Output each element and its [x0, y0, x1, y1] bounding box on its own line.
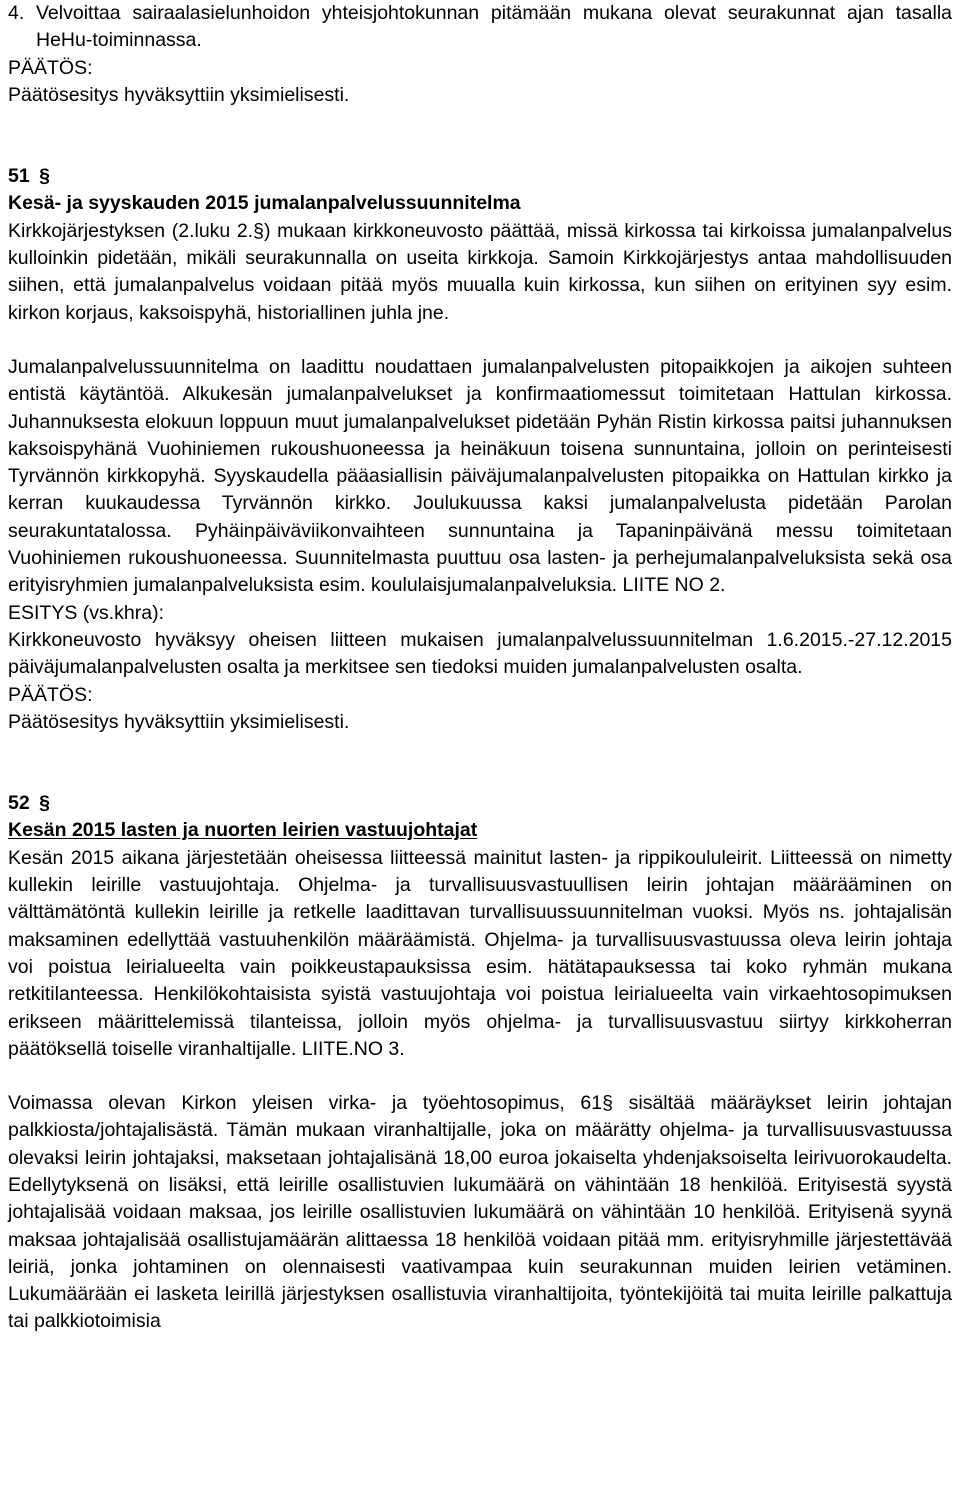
decision-block-1 [8, 55, 952, 110]
list-item-number: 4. [8, 2, 25, 24]
list-item-4 [8, 0, 952, 55]
section-52 [8, 790, 952, 1336]
section-mark: § [39, 165, 50, 188]
section-51-paragraph-1: Kirkkojärjestyksen (2.luku 2.§) mukaan kirkkoneuvosto päättää, missä kirkossa tai kirkoissa jumalanpalvelus kulloinkin pidetään, mikäli seurakunnalla on useita kirkkoja. Samoin Kirkkojärjestys antaa mahdollisuuden siihen, että jumalanpalvelus voidaan pitää myös muualla kuin kirkossa, kun siihen on erityinen syy esim. kirkon korjaus, kaksoispyhä, historiallinen juhla jne. [8, 219, 952, 324]
section-number: 51 [8, 165, 30, 188]
section-51-title: Kesä- ja syyskauden 2015 jumalanpalvelussuunnitelma [8, 192, 521, 215]
section-51-paragraph-2: Jumalanpalvelussuunnitelma on laadittu noudattaen jumalanpalvelusten pitopaikkojen ja aikojen suhteen entistä käytäntöä. Alkukesän jumalanpalvelukset ja konfirmaatiomessut toimitetaan Hattulan kirkossa. Juhannuksesta elokuun loppuun muut jumalanpalvelukset pidetään Pyhän Ristin kirkossa paitsi juhannuksen kaksoispyhänä Vuohiniemen rukoushuoneessa ja heinäkuun toisena sunnuntaina, jolloin on perinteisesti Tyrvännön kirkkopyhä. Syyskaudella pääasiallisin päiväjumalanpalvelusten pitopaikka on Hattulan kirkko ja kerran kuukaudessa Tyrvännön kirkko. Joulukuussa kaksi jumalanpalvelusta pidetään Parolan seurakuntatalossa. Pyhäinpäiväviikonvaihteen sunnuntaina ja Tapaninpäivänä messu toimitetaan Vuohiniemen rukoushuoneessa. Suunnitelmasta puuttuu osa lasten- ja perhejumalanpalveluksista sekä osa erityisryhmien jumalanpalveluksista esim. koululaisjumalanpalveluksia. LIITE NO 2. [8, 355, 952, 597]
section-51 [8, 163, 952, 736]
section-52-number [8, 790, 952, 817]
proposal-text: Kirkkoneuvosto hyväksyy oheisen liitteen mukaisen jumalanpalvelussuunnitelman 1.6.2015.-27.12.2015 päiväjumalanpalvelusten osalta ja merkitsee sen tiedoksi muiden jumalanpalvelusten osalta. [8, 628, 952, 679]
proposal-label: ESITYS (vs.khra): [8, 601, 165, 624]
decision-label: PÄÄTÖS: [8, 56, 93, 79]
decision-label: PÄÄTÖS: [8, 683, 93, 706]
section-number: 52 [8, 792, 30, 815]
section-52-paragraph-2: Voimassa olevan Kirkon yleisen virka- ja työehtosopimus, 61§ sisältää määräykset leirin johtajan palkkiosta/johtajalisästä. Tämän mukaan viranhaltijalle, joka on määrätty ohjelma- ja turvallisuusvastuussa olevaksi leirin johtajaksi, maksetaan johtajalisänä 18,00 euroa jokaiselta yhdenjaksoiselta leirivuorokaudelta. Edellytyksenä on lisäksi, että leirille osallistuvien lukumäärä on vähintään 18 henkilöä. Erityisestä syystä johtajalisää voidaan maksaa, jos leirille osallistuvien lukumäärä on vähintään 10 henkilöä. Erityisenä syynä maksaa johtajalisää osallistujamäärän alittaessa 18 henkilöä voidaan pitää mm. erityisryhmille järjestettävää leiriä, jonka johtaminen on olennaisesti vaativampaa kuin seurakunnan muiden leirien vetäminen. Lukumäärään ei lasketa leirillä järjestyksen osallistuvia viranhaltijoita, työntekijöitä tai muita leirille palkattuja tai palkkiotoimisia [8, 1092, 952, 1333]
decision-text: Päätösesitys hyväksyttiin yksimielisesti. [8, 83, 350, 106]
section-52-title: Kesän 2015 lasten ja nuorten leirien vastuujohtajat [8, 819, 478, 842]
list-item-text: Velvoittaa sairaalasielunhoidon yhteisjohtokunnan pitämään mukana olevat seurakunnat ajan tasalla HeHu-toiminnassa. [36, 2, 952, 52]
section-51-number [8, 163, 952, 190]
section-mark: § [39, 792, 50, 815]
section-52-paragraph-1: Kesän 2015 aikana järjestetään oheisessa liitteessä mainitut lasten- ja rippikoululeirit. Liitteessä on nimetty kullekin leirille vastuujohtaja. Ohjelma- ja turvallisuusvastuullisen leirin johtajan määrääminen on välttämätöntä kullekin leirille ja retkelle laadittavan turvallisuussuunnitelman vuoksi. Myös ns. johtajalisän maksaminen edellyttää vastuuhenkilön määräämistä. Ohjelma- ja turvallisuusvastuussa oleva leirin johtaja voi poistua leirialueelta vain poikkeustapauksissa esim. hätätapauksessa tai koko ryhmän mukana retkitilanteessa. Henkilökohtaisista syistä vastuujohtaja voi poistua leirialueelta vain virkaehtosopimuksen erikseen määrittelemissä tilanteissa, jolloin myös ohjelma- ja turvallisuusvastuu siirtyy kirkkoherran päätöksellä toiselle viranhaltijalle. LIITE.NO 3. [8, 846, 952, 1060]
decision-text: Päätösesitys hyväksyttiin yksimielisesti. [8, 710, 350, 733]
